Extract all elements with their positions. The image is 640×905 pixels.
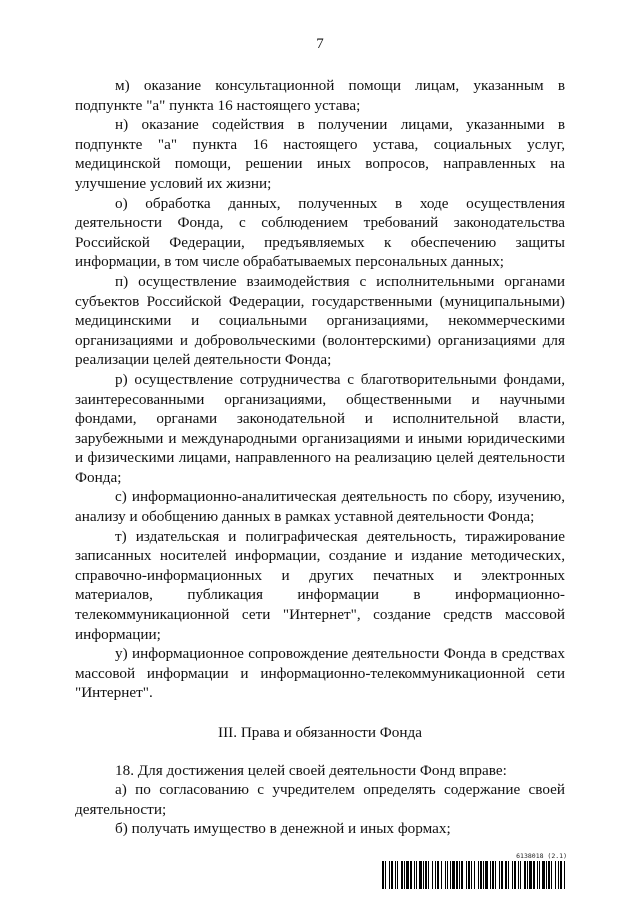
paragraph-18: 18. Для достижения целей своей деятельности Фонд вправе: [115, 761, 507, 779]
document-body [75, 76, 565, 839]
barcode-icon [382, 861, 567, 889]
section-heading: III. Права и обязанности Фонда [218, 724, 422, 741]
paragraph-s: с) информационно-аналитическая деятельность по сбору, изучению, анализу и обобщению данных в рамках уставной деятельности Фонда; [75, 488, 565, 526]
paragraph-u: у) информационное сопровождение деятельности Фонда в средствах массовой информации и информационно-телекоммуникационной сети "Интернет". [75, 645, 565, 702]
page-number: 7 [316, 36, 324, 52]
barcode-block [382, 852, 567, 890]
paragraph-p: п) осуществление взаимодействия с исполнительными органами субъектов Российской Федерации, государственными (муниципальными) медицинскими и социальными организациями, некоммерческими организациями и добровольческими (волонтерскими) организациями для реализации целей деятельности Фонда; [75, 272, 565, 369]
paragraph-m: м) оказание консультационной помощи лицам, указанным в подпункте "а" пункта 16 настоящего устава; [75, 77, 565, 114]
paragraph-18-b: б) получать имущество в денежной и иных формах; [115, 820, 451, 838]
paragraph-t: т) издательская и полиграфическая деятельность, тиражирование записанных носителей информации, создание и издание методических, справочно-информационных и других печатных и электронных материалов, публикация информации в информационно-телекоммуникационной сети "Интернет", создание средств массовой информации; [75, 527, 565, 643]
paragraph-18-a: а) по согласованию с учредителем определять содержание своей деятельности; [75, 781, 565, 818]
paragraph-n: н) оказание содействия в получении лицами, указанными в подпункте "а" пункта 16 настоящего устава, социальных услуг, медицинской помощи, решении иных вопросов, направленных на улучшение условий их жизни; [75, 116, 565, 192]
paragraph-r: р) осуществление сотрудничества с благотворительными фондами, заинтересованными организациями, общественными и научными фондами, органами законодательной и исполнительной власти, зарубежными и международными организациями и иными юридическими и физическими лицами, направленного на реализацию целей деятельности Фонда; [75, 370, 565, 486]
barcode-code: 6138018 (2.1) [516, 852, 567, 860]
paragraph-o: о) обработка данных, полученных в ходе осуществления деятельности Фонда, с соблюдением требований законодательства Российской Федерации, предъявляемых к обеспечению защиты информации, в том числе обрабатываемых персональных данных; [75, 194, 565, 271]
